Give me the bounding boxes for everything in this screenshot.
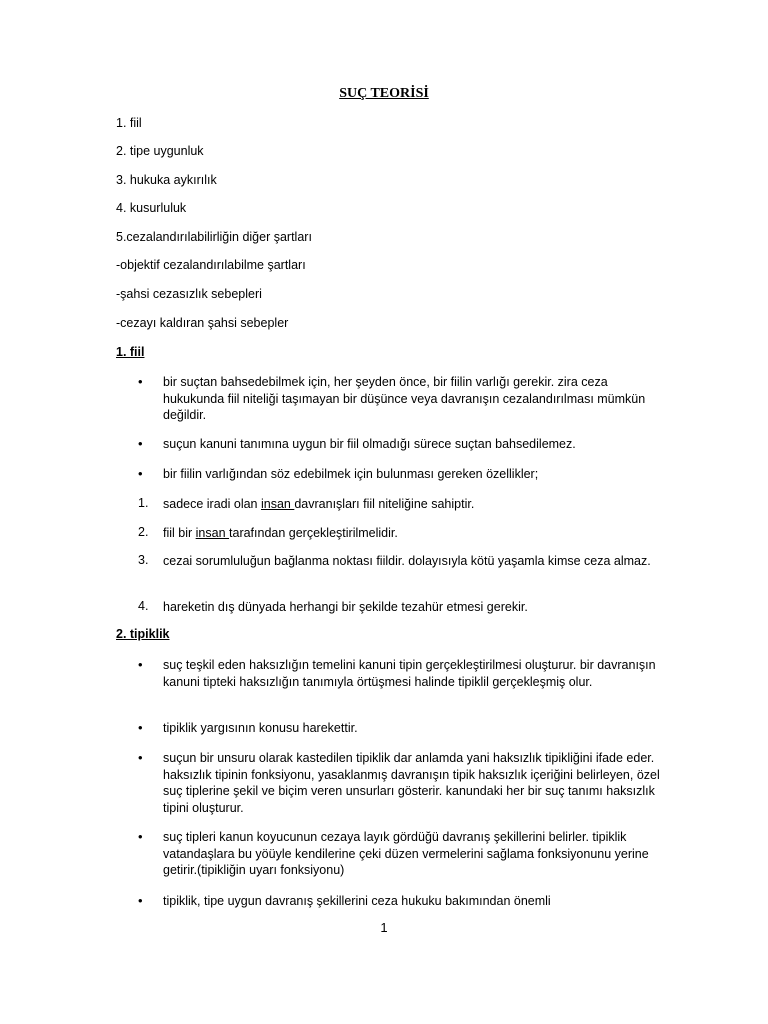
bullet-item: bir fiilin varlığından söz edebilmek için bulunması gereken özellikler; [163, 467, 539, 481]
outline-item: -şahsi cezasızlık sebepleri [116, 287, 262, 301]
outline-item: 1. fiil [116, 116, 142, 130]
bullet-item: bir suçtan bahsedebilmek için, her şeyden önce, bir fiilin varlığı gerekir. zira ceza hukukunda fiil niteliği taşımayan bir düşünce veya davranışın cezalandırılması mümkün değildir. [163, 375, 646, 422]
bullet-item: tipiklik, tipe uygun davranış şekillerini ceza hukuku bakımından önemli [163, 894, 551, 908]
item-text: sadece iradi olan [163, 497, 261, 511]
bullet-item: suç tipleri kanun koyucunun cezaya layık gördüğü davranış şekillerini belirler. tipiklik vatandaşlara bu yöüyle kendilerine çeki düzen vermelerini sağlama fonksiyonunu yerine getirir.(tipikliğin uyarı fonksiyonu) [163, 830, 649, 877]
section-heading-tipiklik: 2. tipiklik [116, 627, 170, 641]
bullet-item: suç teşkil eden haksızlığın temelini kanuni tipin gerçekleştirilmesi oluşturur. bir davranışın kanuni tipteki haksızlığın tanımıyla örtüşmesi halinde tipiklil gerçekleşmiş olur. [163, 658, 656, 689]
bullet-icon: • [138, 720, 143, 735]
list-number: 4. [138, 599, 149, 613]
bullet-icon: • [138, 893, 143, 908]
underlined-word: insan [260, 497, 295, 511]
outline-item: 2. tipe uygunluk [116, 144, 204, 158]
page-number: 1 [380, 920, 388, 935]
bullet-item: suçun bir unsuru olarak kastedilen tipiklik dar anlamda yani haksızlık tipikliğini ifade eder. haksızlık tipinin fonksiyonu, yasaklanmış davranışın tipik haksızlık içeriğini belirleyen, özel suç tiplerine şekil ve biçim veren unsurları gösterir. kanundaki her bir suç tanımı haksızlık tipini oluşturur. [163, 751, 660, 815]
list-number: 1. [138, 496, 149, 510]
outline-item: 3. hukuka aykırılık [116, 173, 217, 187]
outline-item: 4. kusurluluk [116, 201, 187, 215]
underlined-word: insan [195, 526, 230, 540]
bullet-icon: • [138, 466, 143, 481]
item-text: fiil bir [163, 526, 196, 540]
document-title: SUÇ TEORİSİ [339, 86, 429, 101]
outline-item: -objektif cezalandırılabilme şartları [116, 258, 306, 272]
numbered-item: hareketin dış dünyada herhangi bir şekilde tezahür etmesi gerekir. [163, 600, 528, 614]
list-number: 3. [138, 553, 149, 567]
numbered-item: cezai sorumluluğun bağlanma noktası fiildir. dolayısıyla kötü yaşamla kimse ceza almaz. [163, 554, 651, 568]
item-text: davranışları fiil niteliğine sahiptir. [294, 497, 475, 511]
list-number: 2. [138, 525, 149, 539]
bullet-icon: • [138, 657, 143, 672]
outline-item: -cezayı kaldıran şahsi sebepler [116, 316, 289, 330]
item-text: tarafından gerçekleştirilmelidir. [229, 526, 398, 540]
bullet-item: suçun kanuni tanımına uygun bir fiil olmadığı sürece suçtan bahsedilemez. [163, 437, 576, 451]
outline-item: 5.cezalandırılabilirliğin diğer şartları [116, 230, 312, 244]
bullet-icon: • [138, 374, 143, 389]
bullet-icon: • [138, 750, 143, 765]
numbered-item [163, 525, 663, 542]
bullet-item: tipiklik yargısının konusu harekettir. [163, 721, 358, 735]
bullet-icon: • [138, 436, 143, 451]
section-heading-fiil: 1. fiil [116, 345, 145, 359]
bullet-icon: • [138, 829, 143, 844]
numbered-item [163, 496, 663, 513]
